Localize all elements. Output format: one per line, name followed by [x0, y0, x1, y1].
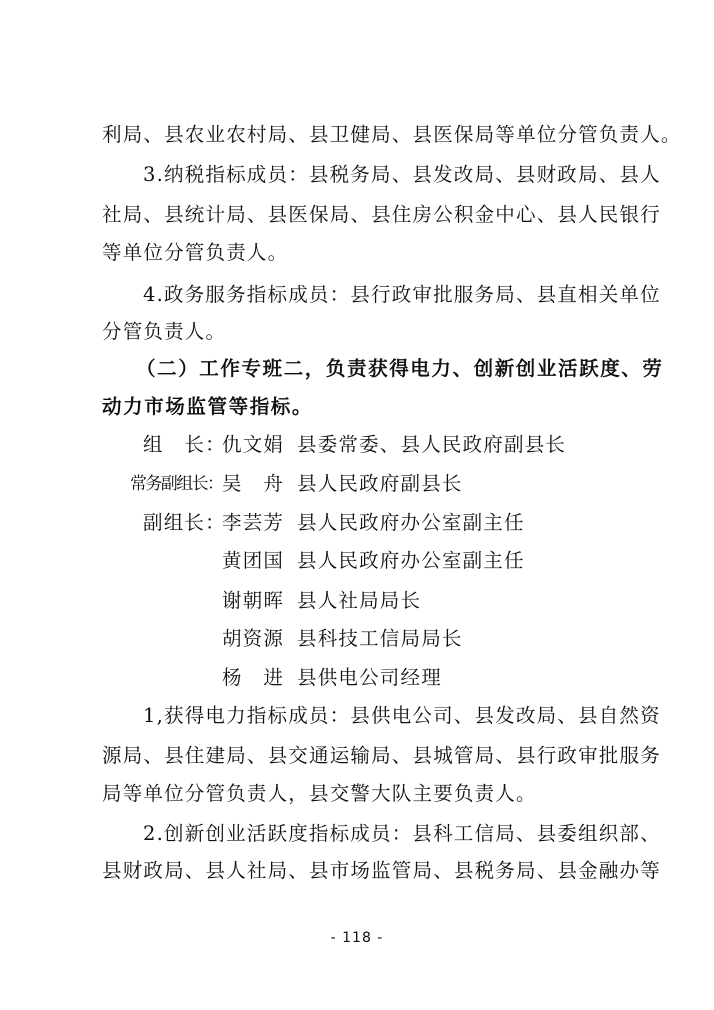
paragraph-line: 源局、县住建局、县交通运输局、县城管局、县行政审批服务: [102, 744, 661, 767]
member-name: 杨 进: [222, 666, 285, 689]
member-name: 胡资源: [222, 627, 285, 650]
member-title: 县人民政府办公室副主任: [297, 511, 525, 534]
member-name: 李芸芳: [222, 511, 285, 534]
member-title: 县人社局局长: [297, 589, 422, 612]
paragraph-line: 1,获得电力指标成员：县供电公司、县发改局、县自然资: [143, 704, 661, 727]
member-role: 组 长：: [143, 433, 226, 456]
member-name: 仇文娟: [222, 433, 285, 456]
paragraph-line: 县财政局、县人社局、县市场监管局、县税务局、县金融办等: [102, 859, 661, 882]
member-name: 吴 舟: [222, 472, 285, 495]
paragraph-line: 2.创新创业活跃度指标成员：县科工信局、县委组织部、: [143, 822, 661, 845]
member-name: 谢朝晖: [222, 589, 285, 612]
paragraph-line: 3.纳税指标成员：县税务局、县发改局、县财政局、县人: [143, 163, 661, 186]
paragraph-line: 分管负责人。: [102, 320, 227, 343]
paragraph-line: 4.政务服务指标成员：县行政审批服务局、县直相关单位: [143, 283, 661, 306]
page-number: - 118 -: [330, 930, 384, 946]
paragraph-line: 等单位分管负责人。: [102, 241, 289, 264]
member-role: 常务副组长：: [130, 474, 223, 494]
paragraph-line: 局等单位分管负责人，县交警大队主要负责人。: [102, 782, 537, 805]
paragraph-line: 利局、县农业农村局、县卫健局、县医保局等单位分管负责人。: [102, 123, 682, 146]
paragraph-line: 社局、县统计局、县医保局、县住房公积金中心、县人民银行: [102, 203, 661, 226]
section-heading: 动力市场监管等指标。: [102, 395, 314, 418]
member-title: 县人民政府办公室副主任: [297, 549, 525, 572]
member-title: 县人民政府副县长: [297, 472, 463, 495]
member-title: 县供电公司经理: [297, 666, 442, 689]
member-name: 黄团国: [222, 549, 285, 572]
section-heading: （二）工作专班二，负责获得电力、创新创业活跃度、劳: [136, 357, 664, 380]
member-title: 县科技工信局局长: [297, 627, 463, 650]
member-role: 副组长：: [143, 511, 226, 534]
member-title: 县委常委、县人民政府副县长: [297, 433, 567, 456]
